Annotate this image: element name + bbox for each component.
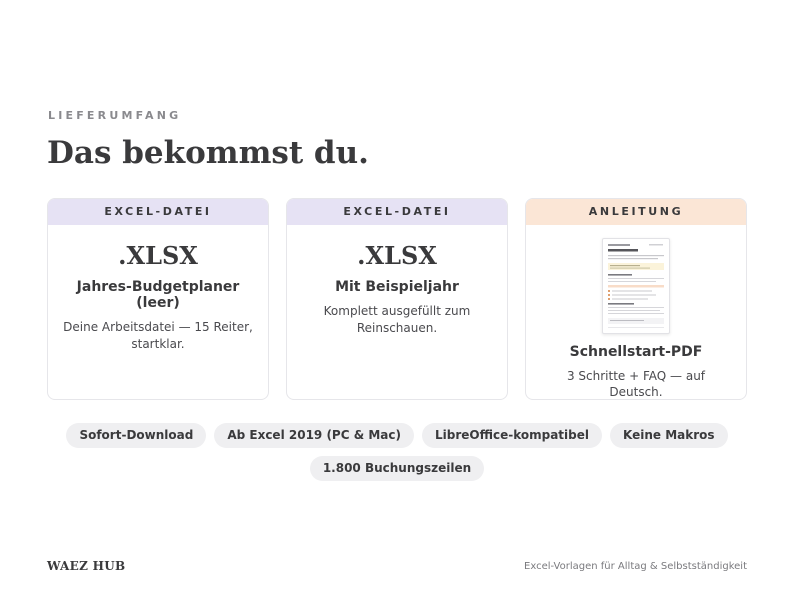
feature-pill: Ab Excel 2019 (PC & Mac) xyxy=(214,423,414,448)
card-quickstart-pdf xyxy=(525,198,747,400)
feature-pill: Sofort-Download xyxy=(66,423,206,448)
section-eyebrow: LIEFERUMFANG xyxy=(48,109,182,122)
card-example-year xyxy=(286,198,508,400)
card-tag: EXCEL-DATEI xyxy=(48,199,268,225)
card-budget-planner xyxy=(47,198,269,400)
page-title: Das bekommst du. xyxy=(47,135,369,171)
card-description: Deine Arbeitsdatei — 15 Reiter, startklar. xyxy=(63,320,253,351)
file-extension: .XLSX xyxy=(118,241,198,270)
card-title: Schnellstart-PDF xyxy=(569,344,703,360)
card-tag: ANLEITUNG xyxy=(526,199,746,225)
feature-pills xyxy=(60,423,734,481)
deliverables-cards xyxy=(47,198,747,400)
feature-pill: Keine Makros xyxy=(610,423,728,448)
card-title: Mit Beispieljahr xyxy=(335,279,459,295)
pdf-page-preview-icon xyxy=(602,238,670,334)
footer-tagline: Excel-Vorlagen für Alltag & Selbstständigkeit xyxy=(524,561,747,572)
file-extension: .XLSX xyxy=(357,241,437,270)
card-tag: EXCEL-DATEI xyxy=(287,199,507,225)
card-title: Jahres-Budgetplaner (leer) xyxy=(76,279,240,311)
brand-logo: WAEZ HUB xyxy=(47,559,126,573)
card-description: Komplett ausgefüllt zum Reinschauen. xyxy=(323,304,471,335)
card-description: 3 Schritte + FAQ — auf Deutsch. xyxy=(566,369,706,399)
feature-pill: LibreOffice-kompatibel xyxy=(422,423,602,448)
feature-pill: 1.800 Buchungszeilen xyxy=(310,456,484,481)
